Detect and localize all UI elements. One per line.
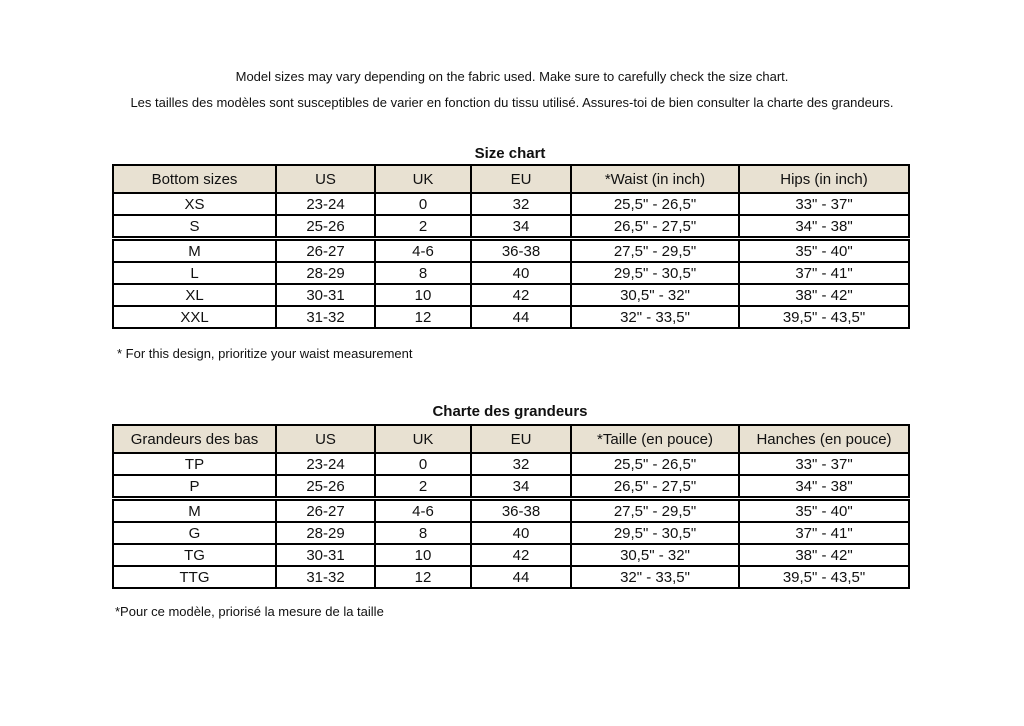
column-header: EU (471, 165, 571, 193)
table-cell: 12 (375, 306, 471, 328)
table-cell: TTG (113, 566, 276, 588)
column-header: Bottom sizes (113, 165, 276, 193)
table-cell: 34 (471, 475, 571, 499)
table-cell: 34 (471, 215, 571, 239)
table-cell: 38" - 42" (739, 544, 909, 566)
table-cell: 25,5" - 26,5" (571, 193, 739, 215)
table-cell: 0 (375, 453, 471, 475)
table-row (113, 475, 909, 499)
table-row (113, 544, 909, 566)
table-cell: 27,5" - 29,5" (571, 499, 739, 523)
column-header: *Taille (en pouce) (571, 425, 739, 453)
table-cell: 34" - 38" (739, 475, 909, 499)
table-cell: 25-26 (276, 475, 375, 499)
table-cell: 33" - 37" (739, 453, 909, 475)
table-cell: 26,5" - 27,5" (571, 475, 739, 499)
table-cell: 29,5" - 30,5" (571, 522, 739, 544)
size-chart-title-en: Size chart (474, 145, 546, 162)
table-row (113, 262, 909, 284)
table-row (113, 499, 909, 523)
table-row (113, 306, 909, 328)
table-cell: M (113, 499, 276, 523)
table-cell: TP (113, 453, 276, 475)
table-cell: 26-27 (276, 239, 375, 263)
table-cell: 44 (471, 566, 571, 588)
column-header: *Waist (in inch) (571, 165, 739, 193)
table-row (113, 453, 909, 475)
table-cell: 26-27 (276, 499, 375, 523)
table-cell: G (113, 522, 276, 544)
column-header: Hanches (en pouce) (739, 425, 909, 453)
column-header: UK (375, 165, 471, 193)
table-cell: XXL (113, 306, 276, 328)
table-cell: S (113, 215, 276, 239)
table-cell: 32 (471, 453, 571, 475)
size-chart-table-en (112, 164, 910, 329)
column-header: Hips (in inch) (739, 165, 909, 193)
table-cell: 29,5" - 30,5" (571, 262, 739, 284)
table-row (113, 522, 909, 544)
intro-text-fr: Les tailles des modèles sont susceptibles de varier en fonction du tissu utilisé. Assures-toi de bien consulter la charte des grandeurs. (130, 95, 894, 110)
table-cell: 12 (375, 566, 471, 588)
table-cell: 37" - 41" (739, 262, 909, 284)
table-cell: 35" - 40" (739, 239, 909, 263)
table-cell: 30-31 (276, 544, 375, 566)
table-cell: P (113, 475, 276, 499)
column-header: UK (375, 425, 471, 453)
table-cell: 39,5" - 43,5" (739, 306, 909, 328)
table-cell: L (113, 262, 276, 284)
table-cell: 28-29 (276, 522, 375, 544)
table-cell: 4-6 (375, 499, 471, 523)
table-cell: M (113, 239, 276, 263)
table-cell: 32 (471, 193, 571, 215)
column-header: US (276, 165, 375, 193)
table-cell: 30,5" - 32" (571, 284, 739, 306)
table-cell: 35" - 40" (739, 499, 909, 523)
header-row (113, 165, 909, 193)
table-cell: XS (113, 193, 276, 215)
table-cell: 26,5" - 27,5" (571, 215, 739, 239)
table-cell: 10 (375, 284, 471, 306)
table-cell: 30,5" - 32" (571, 544, 739, 566)
table-cell: 2 (375, 215, 471, 239)
table-row (113, 193, 909, 215)
table-cell: 34" - 38" (739, 215, 909, 239)
table-cell: 42 (471, 544, 571, 566)
table-cell: 33" - 37" (739, 193, 909, 215)
table-cell: 31-32 (276, 306, 375, 328)
table-cell: 25-26 (276, 215, 375, 239)
table-cell: 8 (375, 262, 471, 284)
size-chart-footnote-fr: *Pour ce modèle, priorisé la mesure de la taille (115, 604, 384, 619)
table-cell: 36-38 (471, 239, 571, 263)
column-header: EU (471, 425, 571, 453)
table-cell: 25,5" - 26,5" (571, 453, 739, 475)
column-header: Grandeurs des bas (113, 425, 276, 453)
size-chart-title-fr: Charte des grandeurs (432, 403, 588, 420)
table-cell: 36-38 (471, 499, 571, 523)
table-cell: 28-29 (276, 262, 375, 284)
table-cell: 31-32 (276, 566, 375, 588)
table-cell: 10 (375, 544, 471, 566)
table-cell: 38" - 42" (739, 284, 909, 306)
table-cell: 40 (471, 262, 571, 284)
table-cell: 23-24 (276, 453, 375, 475)
table-row (113, 239, 909, 263)
table-cell: 44 (471, 306, 571, 328)
table-cell: 32" - 33,5" (571, 566, 739, 588)
column-header: US (276, 425, 375, 453)
table-cell: 4-6 (375, 239, 471, 263)
table-cell: 42 (471, 284, 571, 306)
intro-text-en: Model sizes may vary depending on the fabric used. Make sure to carefully check the size chart. (235, 69, 789, 84)
table-cell: TG (113, 544, 276, 566)
table-row (113, 566, 909, 588)
table-cell: 0 (375, 193, 471, 215)
table-cell: XL (113, 284, 276, 306)
size-chart-table-fr (112, 424, 910, 589)
table-cell: 37" - 41" (739, 522, 909, 544)
table-cell: 40 (471, 522, 571, 544)
table-cell: 8 (375, 522, 471, 544)
table-cell: 23-24 (276, 193, 375, 215)
table-cell: 30-31 (276, 284, 375, 306)
table-cell: 2 (375, 475, 471, 499)
table-cell: 27,5" - 29,5" (571, 239, 739, 263)
table-row (113, 215, 909, 239)
table-cell: 32" - 33,5" (571, 306, 739, 328)
header-row (113, 425, 909, 453)
table-cell: 39,5" - 43,5" (739, 566, 909, 588)
size-chart-footnote-en: * For this design, prioritize your waist measurement (117, 346, 413, 361)
table-row (113, 284, 909, 306)
